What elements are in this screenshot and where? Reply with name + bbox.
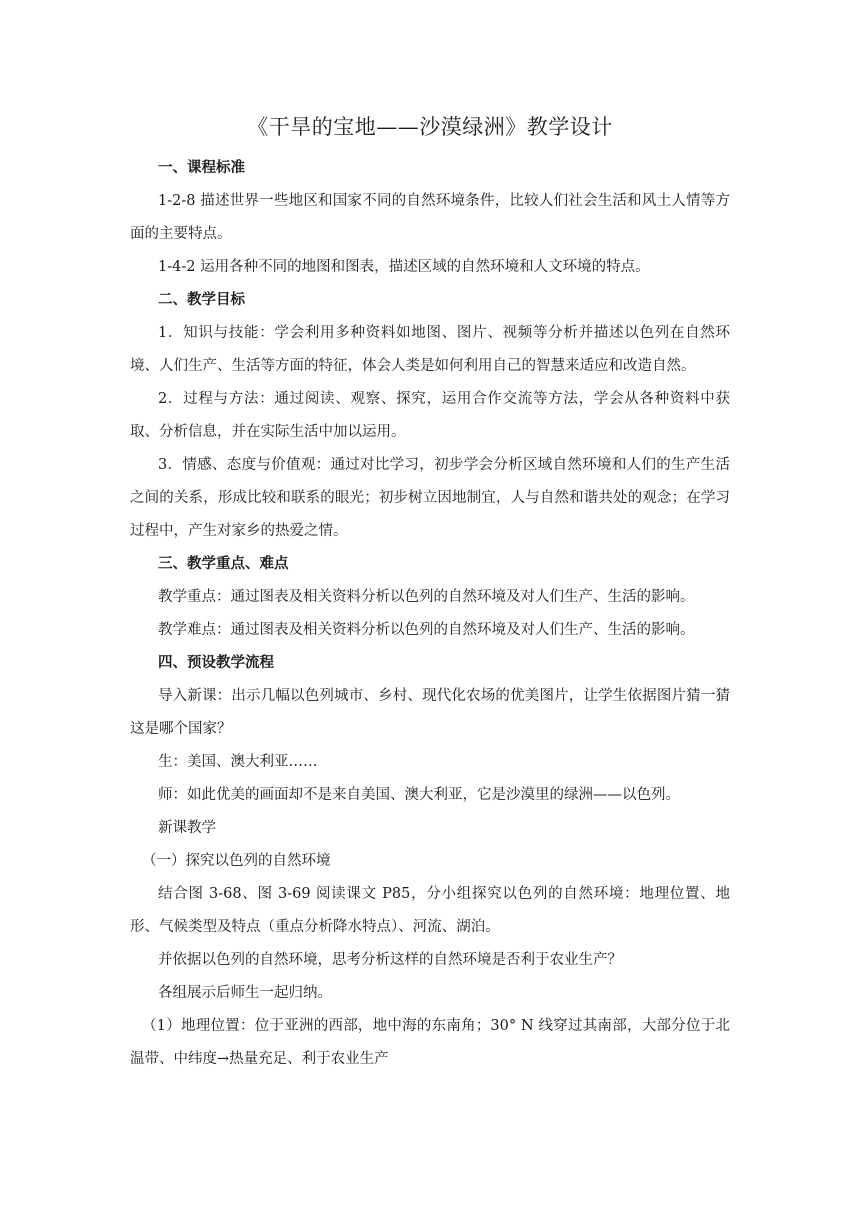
paragraph: 各组展示后师生一起归纳。 xyxy=(158,985,332,1001)
paragraph: 3．情感、态度与价值观：通过对比学习，初步学会分析区域自然环境和人们的生产生活之间的关系，形成比较和联系的眼光；初步树立因地制宜，人与自然和谐共处的观念；在学习过程中，产生对家乡的热爱之情。 xyxy=(130,457,730,539)
paragraph: 结合图 3-68、图 3-69 阅读课文 P85，分小组探究以色列的自然环境：地理位置、地形、气候类型及特点（重点分析降水特点）、河流、湖泊。 xyxy=(130,886,730,935)
paragraph: 1-2-8 描述世界一些地区和国家不同的自然环境条件，比较人们社会生活和风土人情等方面的主要特点。 xyxy=(130,193,730,242)
paragraph: 生：美国、澳大利亚…… xyxy=(158,754,318,770)
document-body xyxy=(130,152,730,1076)
document-title: 《干旱的宝地——沙漠绿洲》教学设计 xyxy=(247,115,613,139)
paragraph: 导入新课：出示几幅以色列城市、乡村、现代化农场的优美图片，让学生依据图片猜一猜这是哪个国家？ xyxy=(130,688,730,737)
section-heading-key-points: 三、教学重点、难点 xyxy=(158,556,289,572)
paragraph: （一）探究以色列的自然环境 xyxy=(142,853,331,869)
paragraph: 1．知识与技能：学会利用多种资料如地图、图片、视频等分析并描述以色列在自然环境、人们生产、生活等方面的特征，体会人类是如何利用自己的智慧来适应和改造自然。 xyxy=(130,325,730,374)
paragraph: 教学难点：通过图表及相关资料分析以色列的自然环境及对人们生产、生活的影响。 xyxy=(158,622,695,638)
paragraph: 师：如此优美的画面却不是来自美国、澳大利亚，它是沙漠里的绿洲——以色列。 xyxy=(158,787,680,803)
paragraph: 并依据以色列的自然环境，思考分析这样的自然环境是否利于农业生产？ xyxy=(158,952,622,968)
paragraph: 新课教学 xyxy=(158,820,216,836)
paragraph: （1）地理位置：位于亚洲的西部，地中海的东南角；30° N 线穿过其南部，大部分位于北温带、中纬度→热量充足、利于农业生产 xyxy=(130,1018,730,1067)
section-heading-curriculum-standard: 一、课程标准 xyxy=(158,160,245,176)
paragraph: 教学重点：通过图表及相关资料分析以色列的自然环境及对人们生产、生活的影响。 xyxy=(158,589,695,605)
paragraph: 1-4-2 运用各种不同的地图和图表，描述区域的自然环境和人文环境的特点。 xyxy=(158,259,650,275)
paragraph: 2．过程与方法：通过阅读、观察、探究，运用合作交流等方法，学会从各种资料中获取、分析信息，并在实际生活中加以运用。 xyxy=(130,391,730,440)
section-heading-teaching-objectives: 二、教学目标 xyxy=(158,292,245,308)
section-heading-teaching-process: 四、预设教学流程 xyxy=(158,655,274,671)
